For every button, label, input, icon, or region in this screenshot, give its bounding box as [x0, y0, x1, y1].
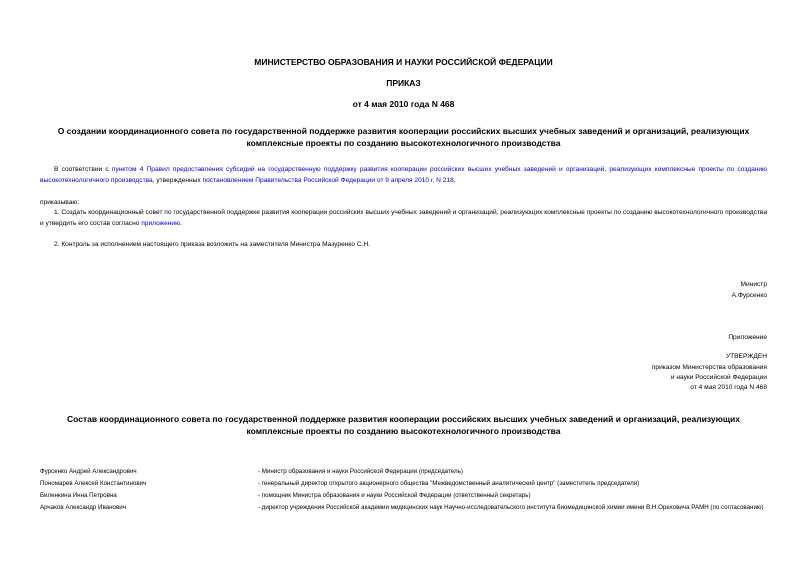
doc-date-number: от 4 мая 2010 года N 468 — [352, 99, 455, 109]
member-name: Биленкина Инна Петровна — [40, 492, 117, 499]
signature-name: А.Фурсенко — [731, 292, 767, 299]
order-title: О создании координационного совета по государственной поддержке развития кооперации российских высших учебных заведений и организаций, реализующих комплексные проекты по созданию высокотехнологичного производства — [57, 126, 750, 148]
approved-line-1: приказом Министерства образования — [651, 364, 767, 371]
order-item-1 — [40, 208, 767, 229]
approved-line-3: от 4 мая 2010 года N 468 — [690, 384, 767, 391]
preamble-text-2: , утвержденных — [152, 176, 203, 184]
member-name: Фурсенко Андрей Александрович — [40, 468, 137, 475]
government-decree-link[interactable]: постановлением Правительства Российской Федерации от 9 апреля 2010 г. N 218 — [202, 176, 454, 184]
ministry-heading: МИНИСТЕРСТВО ОБРАЗОВАНИЯ И НАУКИ РОССИЙСКОЙ ФЕДЕРАЦИИ — [254, 57, 553, 67]
member-role: - Министр образования и науки Российской Федерации (председатель) — [258, 468, 463, 475]
approved-line-2: и науки Российской Федерации — [670, 374, 767, 381]
approved-label: УТВЕРЖДЕН — [725, 353, 767, 360]
item1-text: 1. Создать координационный совет по государственной поддержке развития кооперации российских высших учебных заведений и организаций, реализующих комплексные проекты по созданию высокотехнологичного производства и утвердить его состав согласно — [40, 209, 767, 227]
preamble-text-3: , — [453, 176, 456, 184]
preamble-paragraph — [40, 165, 767, 186]
order-word: приказываю: — [40, 199, 80, 206]
item1-end: . — [180, 219, 182, 227]
member-name: Арчаков Александр Иванович — [40, 504, 126, 511]
member-name: Пономарев Алексей Константинович — [40, 480, 147, 487]
member-role: - директор учреждения Российской академии медицинских наук Научно-исследовательского института биомедицинской химии имени В.Н.Ореховича РАМН (по согласованию) — [258, 504, 764, 511]
member-role: - генеральный директор открытого акционерного общества "Межведомственный аналитический центр" (заместитель председателя) — [258, 480, 640, 487]
doc-type-heading: ПРИКАЗ — [386, 78, 421, 88]
signature-position: Министр — [740, 281, 767, 288]
rules-link[interactable]: пунктом 4 Правил предоставления субсидий на государственную поддержку развития кооперации российских высших учебных заведений и организаций, реализующих комплексные проекты по созданию высокотехнологичного производства — [40, 166, 768, 184]
appendix-link[interactable]: приложению — [141, 219, 181, 227]
order-item-2: 2. Контроль за исполнением настоящего приказа возложить на заместителя Министра Мазуренко С.Н. — [54, 241, 371, 248]
composition-title: Состав координационного совета по государственной поддержке развития кооперации российских высших учебных заведений и организаций, реализующих комплексные проекты по созданию высокотехнологичного производства — [67, 414, 740, 436]
appendix-label: Приложение — [728, 334, 767, 341]
preamble-text-1: В соответствии с — [54, 166, 112, 173]
member-role: - помощник Министра образования и науки Российской Федерации (ответственный секретарь) — [258, 492, 531, 499]
